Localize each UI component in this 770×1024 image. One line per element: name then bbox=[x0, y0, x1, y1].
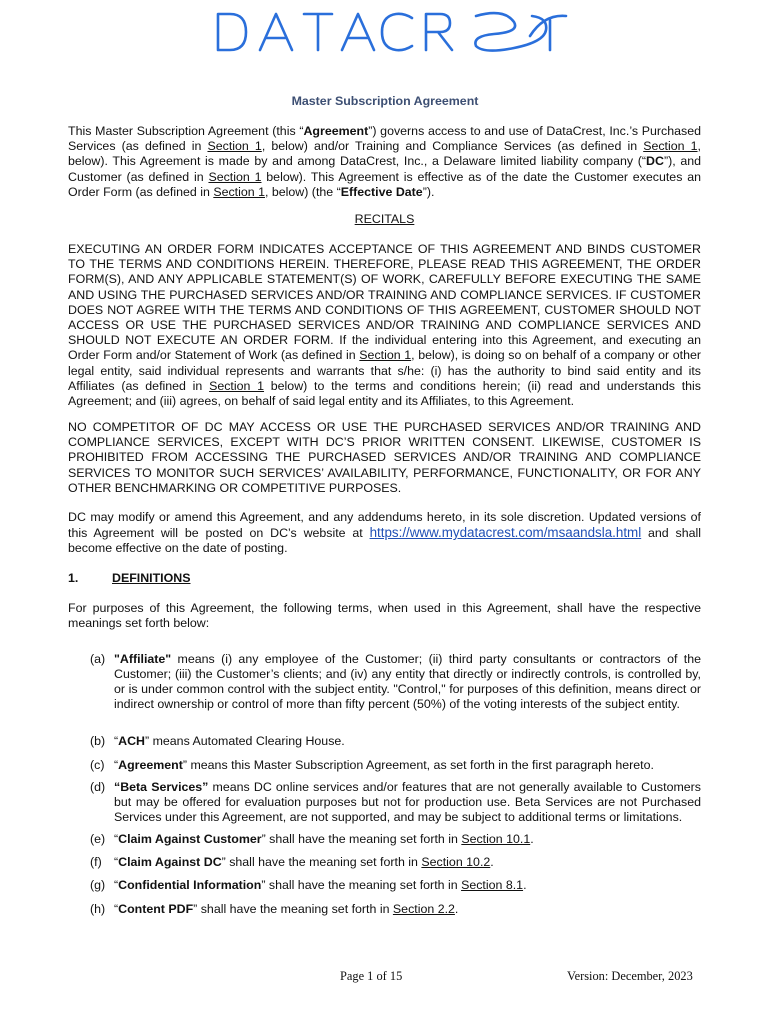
definition-item bbox=[68, 734, 701, 749]
definition-item bbox=[68, 902, 701, 917]
definition-item bbox=[68, 780, 701, 825]
msa-url-link[interactable]: https://www.mydatacrest.com/msaandsla.html bbox=[369, 525, 642, 541]
definition-text: “Confidential Information” shall have the meaning set forth in Section 8.1. bbox=[114, 878, 527, 892]
definition-label: (h) bbox=[90, 902, 106, 916]
section-1-link[interactable]: Section 1 bbox=[207, 139, 262, 154]
definition-label: (g) bbox=[90, 878, 106, 892]
section-1-heading: 1. DEFINITIONS bbox=[68, 571, 191, 585]
definitions-intro: For purposes of this Agreement, the following terms, when used in this Agreement, shall have the respective meanings set forth below: bbox=[68, 601, 701, 631]
defined-term: Confidential Information bbox=[118, 878, 262, 892]
definition-item bbox=[68, 652, 701, 712]
section-1-link[interactable]: Section 1 bbox=[208, 169, 262, 184]
recital-paragraph-1: EXECUTING AN ORDER FORM INDICATES ACCEPTANCE OF THIS AGREEMENT AND BINDS CUSTOMER TO THE TERMS AND CONDITIONS HEREIN. THEREFORE, PLEASE READ THIS AGREEMENT, THE ORDER FORM(S), AND ANY APPLICABLE STATEMENT(S) OF WORK, CAREFULLY BEFORE EXECUTING THE SAME AND USING THE PURCHASED SERVICES AND/OR TRAINING AND COMPLIANCE SERVICES. IF CUSTOMER DOES NOT AGREE WITH THE TERMS AND CONDITIONS OF THIS AGREEMENT, CUSTOMER SHOULD NOT ACCESS OR USE THE PURCHASED SERVICES AND/OR TRAINING AND COMPLIANCE SERVICES AND SHOULD NOT EXECUTE AN ORDER FORM. If the individual entering into this Agreement, and executing an Order Form and/or Statement of Work (as defined in Section 1, below), is doing so on behalf of a company or other legal entity, said individual represents and warrants that s/he: (i) has the authority to bind said entity and its Affiliates (as defined in Section 1 below) to the terms and conditions herein; (ii) read and understands this Agreement; and (iii) agrees, on behalf of said legal entity and its Affiliates, to this Agreement. bbox=[68, 242, 701, 409]
document-title: Master Subscription Agreement bbox=[291, 94, 479, 108]
definition-text: “Claim Against DC” shall have the meaning set forth in Section 10.2. bbox=[114, 855, 494, 869]
recitals-heading: RECITALS bbox=[354, 212, 415, 226]
section-reference-link[interactable]: Section 2.2 bbox=[392, 902, 455, 916]
defined-term: "Affiliate" bbox=[114, 652, 172, 666]
recital-paragraph-2: NO COMPETITOR OF DC MAY ACCESS OR USE THE PURCHASED SERVICES AND/OR TRAINING AND COMPLIANCE SERVICES, EXCEPT WITH DC’S PRIOR WRITTEN CONSENT. LIKEWISE, CUSTOMER IS PROHIBITED FROM ACCESSING THE PURCHASED SERVICES AND/OR TRAINING AND COMPLIANCE SERVICES TO MONITOR SUCH SERVICES’ AVAILABILITY, PERFORMANCE, FUNCTIONALITY, OR FOR ANY OTHER BENCHMARKING OR COMPETITIVE PURPOSES. bbox=[68, 420, 701, 495]
definition-label: (b) bbox=[90, 734, 106, 748]
definition-label: (a) bbox=[90, 652, 106, 666]
definition-label: (f) bbox=[90, 855, 102, 869]
definition-text: “Beta Services” means DC online services and/or features that are not generally available to Customers but may be offered for evaluation purposes but not for production use. Beta Services are not Purchased Services under this Agreement, are not supported, and may be subject to additional terms or limitations. bbox=[114, 780, 701, 824]
definition-text: “Claim Against Customer” shall have the meaning set forth in Section 10.1. bbox=[114, 832, 534, 846]
definition-text: “Agreement” means this Master Subscription Agreement, as set forth in the first paragraph hereto. bbox=[114, 758, 654, 772]
definition-item bbox=[68, 855, 701, 870]
section-1-link[interactable]: Section 1 bbox=[213, 184, 265, 199]
section-1-link[interactable]: Section 1 bbox=[359, 348, 412, 363]
definition-item bbox=[68, 832, 701, 847]
definition-text: “Content PDF” shall have the meaning set forth in Section 2.2. bbox=[114, 902, 459, 916]
defined-term: Agreement bbox=[118, 758, 183, 772]
intro-paragraph: This Master Subscription Agreement (this “Agreement”) governs access to and use of DataCrest, Inc.’s Purchased Services (as defined in Section 1, below) and/or Training and Compliance Services (as defined in Section 1, below). This Agreement is made by and among DataCrest, Inc., a Delaware limited liability company (“DC”), and Customer (as defined in Section 1 below). This Agreement is effective as of the date the Customer executes an Order Form (as defined in Section 1, below) (the “Effective Date”). bbox=[68, 124, 701, 199]
definition-item bbox=[68, 758, 701, 773]
modify-paragraph: DC may modify or amend this Agreement, and any addendums hereto, in its sole discretion. Updated versions of this Agreement will be posted on DC’s website at https://www.mydatacrest.com/msaandsla.html and shall become effective on the date of posting. bbox=[68, 510, 701, 556]
definition-label: (e) bbox=[90, 832, 106, 846]
defined-term: Claim Against Customer bbox=[118, 832, 262, 846]
defined-term: Claim Against DC bbox=[118, 855, 222, 869]
page-number: Page 1 of 15 bbox=[340, 969, 403, 983]
defined-term: ACH bbox=[118, 734, 145, 748]
definition-label: (c) bbox=[90, 758, 105, 772]
section-1-link[interactable]: Section 1 bbox=[643, 139, 698, 154]
section-reference-link[interactable]: Section 8.1 bbox=[461, 878, 524, 892]
defined-term: Content PDF bbox=[118, 902, 194, 916]
definition-item bbox=[68, 878, 701, 893]
defined-term: “Beta Services” bbox=[114, 780, 209, 794]
definition-label: (d) bbox=[90, 780, 106, 794]
datacrest-logo bbox=[214, 6, 574, 56]
section-reference-link[interactable]: Section 10.2 bbox=[421, 855, 491, 869]
definition-text: "Affiliate" means (i) any employee of the Customer; (ii) third party consultants or contractors of the Customer; (iii) the Customer’s clients; and (iv) any entity that directly or indirectly controls, is controlled by, or is under common control with the subject entity. "Control," for purposes of this definition, means direct or indirect ownership or control of more than fifty percent (50%) of the voting interests of the subject entity. bbox=[114, 652, 701, 711]
version-label: Version: December, 2023 bbox=[567, 969, 693, 983]
section-reference-link[interactable]: Section 10.1 bbox=[461, 832, 531, 846]
section-1-link[interactable]: Section 1 bbox=[209, 378, 265, 393]
definition-text: “ACH” means Automated Clearing House. bbox=[114, 734, 345, 748]
